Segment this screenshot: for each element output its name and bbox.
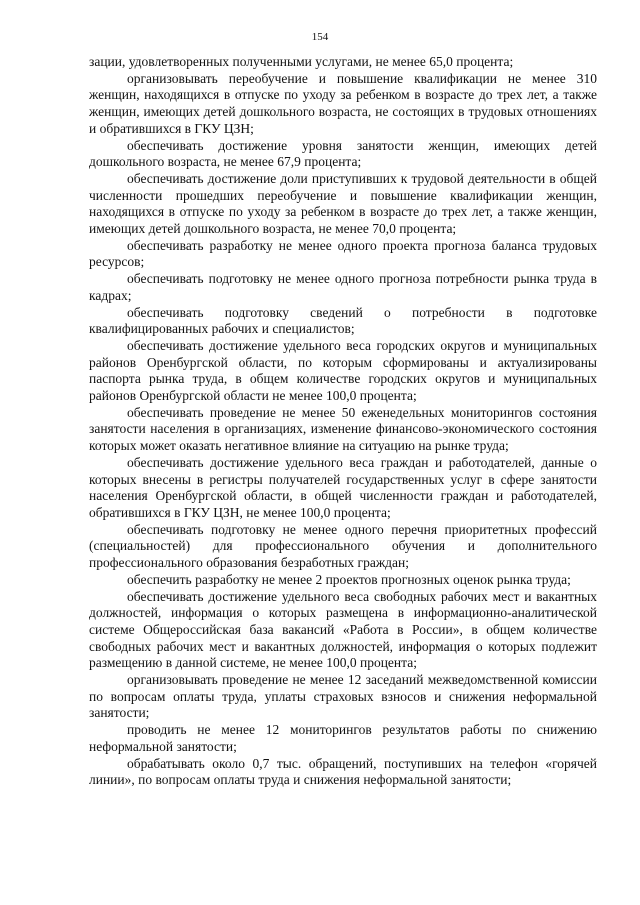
paragraph-continuation: зации, удовлетворенных полученными услугами, не менее 65,0 процента; bbox=[89, 54, 514, 69]
paragraph-interdepartmental-commission: организовывать проведение не менее 12 заседаний межведомственной комиссии по вопросам оплаты труда, уплаты страховых взносов и снижения неформальной занятости; bbox=[89, 672, 597, 721]
paragraph-priority-professions: обеспечивать подготовку не менее одного перечня приоритетных профессий (специальностей) для профессионального обучения и дополнительного профессионального образования безработных граждан; bbox=[89, 521, 597, 571]
paragraph-market-forecast-estimates: обеспечить разработку не менее 2 проектов прогнозных оценок рынка труда; bbox=[127, 571, 571, 587]
paragraph-share-started-work: обеспечивать достижение доли приступивших к трудовой деятельности в общей численности прошедших переобучение и повышение квалификации женщин, находящихся в отпуске по уходу за ребенком в возрасте до трех лет, а также женщин, имеющих детей дошкольного возраста, не менее 70,0 процента; bbox=[89, 170, 597, 237]
paragraph-retraining-women: организовывать переобучение и повышение квалификации не менее 310 женщин, находящихся в отпуске по уходу за ребенком в возрасте до трех лет, а также женщин, имеющих детей дошкольного возраста, не состоящих в трудовых отношениях и обратившихся в ГКУ ЦЗН; bbox=[89, 70, 597, 136]
paragraph-informal-employment-monitoring: проводить не менее 12 мониторингов результатов работы по снижению неформальной занятости; bbox=[89, 722, 597, 754]
paragraph-hotline-requests: обрабатывать около 0,7 тыс. обращений, поступивших на телефон «горячей линии», по вопросам оплаты труда и снижения неформальной занятости; bbox=[89, 755, 597, 788]
document-body bbox=[89, 54, 597, 789]
paragraph-labor-market-passports: обеспечивать достижение удельного веса городских округов и муниципальных районов Оренбургской области, по которым сформированы и актуализированы паспорта рынка труда, в общем количестве городских округов и муниципальных районов Оренбургской области не менее 100,0 процента; bbox=[89, 337, 597, 404]
paragraph-skilled-workers-demand: обеспечивать подготовку сведений о потребности в подготовке квалифицированных рабочих и специалистов; bbox=[89, 304, 597, 337]
paragraph-weekly-monitoring: обеспечивать проведение не менее 50 еженедельных мониторингов состояния занятости населения в организациях, изменение финансово-экономического состояния которых может оказать негативное влияние на ситуацию на рынке труда; bbox=[89, 404, 597, 454]
paragraph-staff-demand-forecast: обеспечивать подготовку не менее одного прогноза потребности рынка труда в кадрах; bbox=[89, 271, 597, 303]
paragraph-vacancy-database: обеспечивать достижение удельного веса свободных рабочих мест и вакантных должностей, информация о которых размещена в информационно-аналитической системе Общероссийская база вакансий «Работа в России», в общем количестве свободных рабочих мест и вакантных должностей, информация о которых подлежит размещению в данной системе, не менее 100,0 процента; bbox=[89, 588, 597, 671]
paragraph-service-registers: обеспечивать достижение удельного веса граждан и работодателей, данные о которых внесены в регистры получателей государственных услуг в сфере занятости населения Оренбургской области, в общей численности граждан и работодателей, обратившихся в ГКУ ЦЗН, не менее 100,0 процента; bbox=[89, 454, 597, 520]
page-number: 154 bbox=[311, 31, 329, 43]
paragraph-labor-balance-forecast: обеспечивать разработку не менее одного проекта прогноза баланса трудовых ресурсов; bbox=[89, 237, 597, 270]
paragraph-employment-level-women: обеспечивать достижение уровня занятости женщин, имеющих детей дошкольного возраста, не менее 67,9 процента; bbox=[89, 137, 597, 170]
